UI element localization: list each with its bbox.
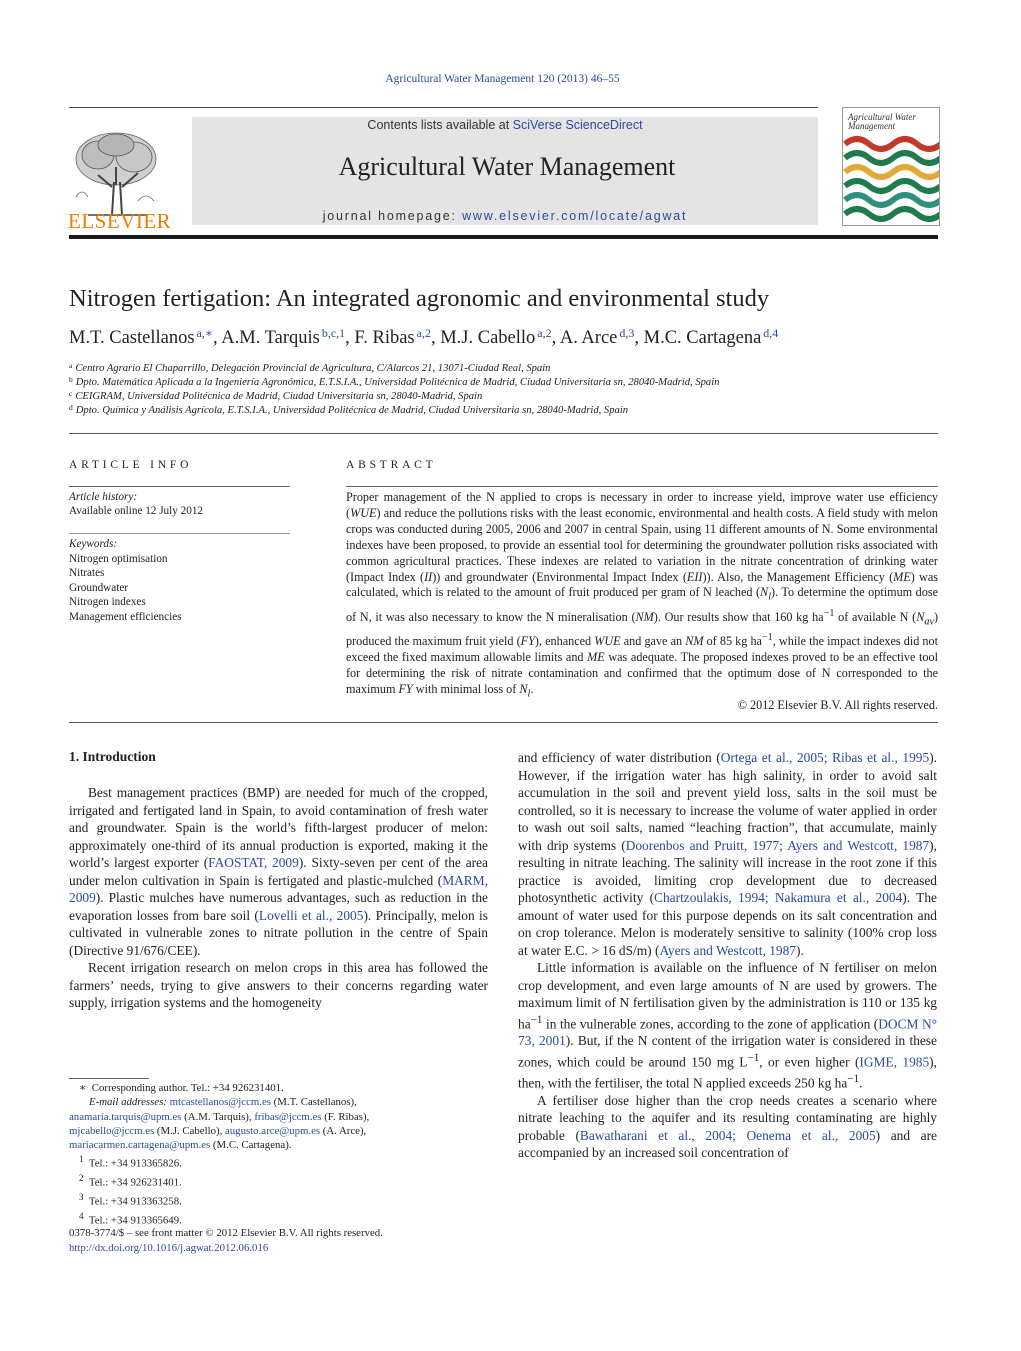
citation-link[interactable]: Chartzoulakis, 1994; Nakamura et al., 2004	[654, 890, 903, 905]
email-link[interactable]: mtcastellanos@jccm.es	[169, 1096, 271, 1109]
paragraph: Recent irrigation research on melon crops in this area has followed the farmers’ needs, trying to give answers to their concerns regarding water supply, irrigation systems and the homogeneity	[69, 960, 488, 1010]
email-link[interactable]: fribas@jccm.es	[254, 1110, 322, 1123]
author-affil-mark[interactable]: a,2	[537, 326, 552, 340]
author-name[interactable]: M.J. Cabello	[440, 328, 536, 348]
affiliation-text: Centro Agrario El Chaparrillo, Delegación Provincial de Agricultura, C/Alarcos 21, 13071-Ciudad Real, Spain	[75, 363, 551, 374]
body-column-right	[518, 749, 937, 1162]
author-name[interactable]: M.T. Castellanos	[69, 328, 195, 348]
affiliation-key: c	[69, 389, 73, 398]
footnote-divider	[69, 1078, 149, 1079]
footnote-tel: Tel.: +34 926231401.	[88, 1176, 182, 1189]
email-link[interactable]: mariacarmen.cartagena@upm.es	[69, 1139, 211, 1152]
author-affil-mark[interactable]: d,4	[763, 326, 779, 340]
divider	[69, 722, 938, 723]
paragraph: Little information is available on the influence of N fertiliser on melon crop development, and even large amounts of N are used by growers. The maximum limit of N fertilisation given by the administration is 110 or 135 kg $ha^{-1}$ in the vulnerable zones, according to the zone of application (DOCM N° 73, 2001). But, if the N content of the irrigation water is considered in these zones, which could be around 150 mg $L^{-1}$, or even higher (IGME, 1985), then, with the fertiliser, the total N applied exceeds 250 kg $ha^{-1}$.	[518, 960, 937, 1091]
header-divider	[69, 107, 818, 108]
affiliation-d	[69, 403, 628, 416]
author-affil-mark[interactable]: b,c,1	[321, 326, 346, 340]
contents-prefix: Contents lists available at	[367, 118, 513, 132]
affiliation-key: d	[69, 403, 73, 412]
keyword[interactable]: Nitrates	[69, 567, 105, 580]
keyword[interactable]: Nitrogen optimisation	[69, 553, 168, 565]
doi-link[interactable]: http://dx.doi.org/10.1016/j.agwat.2012.06.016	[69, 1242, 269, 1254]
affiliation-text: CEIGRAM, Universidad Politécnica de Madrid, Ciudad Universitaria sn, 28040-Madrid, Spain	[75, 391, 483, 402]
article-title: Nitrogen fertigation: An integrated agronomic and environmental study	[69, 285, 770, 312]
paragraph: Best management practices (BMP) are needed for much of the cropped, irrigated and fertigated land in Spain, to avoid contamination of fresh water and groundwater. Spain is the world’s fifth-largest producer of melon: approximately one-third of its annual production is exported, making it the world’s largest exporter (FAOSTAT, 2009). Sixty-seven per cent of the area under melon cultivation in Spain is fertigated and plastic-mulched (MARM, 2009). Plastic mulches have numerous advantages, such as reduction in the evaporation losses from bare soil (Lovelli et al., 2005). Principally, melon is cultivated in vulnerable zones to nitrate pollution in the centre of Spain (Directive 91/676/CEE).	[69, 785, 488, 958]
citation-link[interactable]: DOCM N° 73, 2001	[518, 1015, 937, 1049]
affiliation-c	[69, 389, 482, 402]
affiliation-b	[69, 375, 719, 388]
footnote-corresponding: Corresponding author. Tel.: +34 926231401.	[91, 1082, 284, 1094]
affiliation-text: Dpto. Matemática Aplicada a la Ingeniería Agronómica, E.T.S.I.A., Universidad Politécnica de Madrid, Ciudad Universitaria sn, 28040-Madrid, Spain	[75, 377, 720, 388]
author-name[interactable]: M.C. Cartagena	[643, 328, 762, 348]
divider	[346, 486, 938, 487]
contents-line	[192, 118, 818, 132]
cover-title: Agricultural Water Management	[848, 112, 916, 131]
header-rule-thick	[69, 235, 938, 239]
paragraph: and efficiency of water distribution (Ortega et al., 2005; Ribas et al., 1995). However, if the irrigation water has high salinity, in order to avoid salt accumulation in the soil and prevent yield loss, salts in the soil must be controlled, so it is necessary to increase the volume of water applied in order to wash out soil salts, named “leaching fraction”, that accumulate, mainly with drip systems (Doorenbos and Pruitt, 1977; Ayers and Westcott, 1987), resulting in nitrate leaching. The salinity will increase in the root zone if this practice is avoided, limiting crop development due to decreased photosynthetic activity (Chartzoulakis, 1994; Nakamura et al., 2004). The amount of water used for this purpose depends on its salt concentration and on crop tolerance. Melon is moderately sensitive to salinity (100% crop loss at water E.C. > 16 dS/m) (Ayers and Westcott, 1987).	[518, 750, 937, 958]
elsevier-wordmark: ELSEVIER	[68, 209, 172, 233]
keyword[interactable]: Groundwater	[69, 581, 129, 594]
homepage-prefix: journal homepage:	[322, 209, 463, 223]
section-heading-introduction: 1. Introduction	[69, 749, 156, 764]
sciencedirect-link[interactable]: SciVerse ScienceDirect	[512, 118, 643, 132]
history-label: Article history:	[69, 491, 138, 503]
citation-link[interactable]: IGME, 1985	[859, 1054, 930, 1070]
affiliation-text: Dpto. Química y Análisis Agrícola, E.T.S.I.A., Universidad Politécnica de Madrid, Ciudad Universitaria sn, 28040-Madrid, Spain	[75, 405, 629, 416]
footnote-tel: Tel.: +34 913363258.	[88, 1195, 182, 1208]
affiliation-key: a	[69, 361, 73, 370]
author-affil-mark[interactable]: a,2	[416, 326, 431, 340]
citation-link[interactable]: Doorenbos and Pruitt, 1977; Ayers and Westcott, 1987	[625, 837, 930, 853]
history-value: Available online 12 July 2012	[69, 505, 204, 517]
citation-link[interactable]: Ayers and Westcott, 1987	[659, 942, 796, 958]
keyword[interactable]: Nitrogen indexes	[69, 596, 146, 609]
divider	[69, 433, 938, 434]
cover-pattern-icon	[843, 134, 939, 225]
affiliation-key: b	[69, 375, 73, 384]
keyword-list	[69, 552, 182, 624]
keyword[interactable]: Management efficiencies	[69, 610, 182, 623]
author-affil-mark[interactable]: a,∗	[196, 326, 214, 340]
email-link[interactable]: mjcabello@jccm.es	[69, 1124, 155, 1137]
journal-reference[interactable]: Agricultural Water Management 120 (2013) 46–55	[385, 73, 620, 85]
footnote-tel: Tel.: +34 913365826.	[88, 1158, 182, 1171]
citation-link[interactable]: Lovelli et al., 2005	[258, 907, 364, 923]
divider	[69, 486, 290, 487]
copyright-notice: © 2012 Elsevier B.V. All rights reserved.	[737, 698, 938, 712]
citation-link[interactable]: Ortega et al., 2005; Ribas et al., 1995	[720, 750, 930, 765]
abstract-heading: ABSTRACT	[346, 459, 437, 471]
author-list: M.T. Castellanos $^{a,∗}$, A.M. Tarquis $^{b,c,1}$, F. Ribas $^{a,2}$, M.J. Cabello $^{a,2}$, A. Arce $^{d,3}$, M.C. Cartagena $^{d,4}$	[69, 326, 779, 348]
footnote-tel: Tel.: +34 913365649.	[88, 1214, 182, 1227]
homepage-link[interactable]: www.elsevier.com/locate/agwat	[462, 209, 688, 223]
author-name[interactable]: A. Arce	[559, 328, 618, 348]
author-name[interactable]: F. Ribas	[354, 328, 415, 348]
front-matter	[69, 1226, 489, 1256]
abstract-text: Proper management of the N applied to crops is necessary in order to increase yield, improve water use efficiency (WUE) and reduce the pollutions risks with the least economic, environmental and health costs. A field study with melon crops was conducted during 2005, 2006 and 2007 in central Spain, using 11 different amounts of N. Some environmental indexes have been proposed, to provide an essential tool for determining the groundwater pollution risks associated with common agricultural practices. These indexes are related to variation in the nitrate concentration of drinking water (Impact Index (II)) and groundwater (Environmental Impact Index (EII)). Also, the Management Efficiency (ME) was calculated, which is related to the amount of fruit produced per gram of N leached $(N_l)$. To determine the optimum dose of N, it was also necessary to know the N mineralisation (NM). Our results show that 160 kg $ha^{-1}$ of available N $(N_{av})$ produced the maximum fruit yield (FY), enhanced WUE and gave an NM of 85 kg $ha^{-1}$, while the impact indexes did not exceed the fixed maximum allowable limits and ME was adequate. The proposed indexes proved to be an effective tool for determining the risk of nitrate contamination and confirmed that the optimum dose of N corresponded to the maximum FY with minimal loss of $N_l$.	[346, 490, 939, 700]
email-link[interactable]: anamaria.tarquis@upm.es	[69, 1110, 182, 1123]
journal-cover-thumbnail[interactable]	[842, 107, 940, 226]
author-affil-mark[interactable]: d,3	[619, 326, 635, 340]
citation-link[interactable]: FAOSTAT, 2009	[208, 855, 299, 870]
homepage-line	[192, 209, 818, 223]
body-column-left	[69, 784, 488, 1012]
footnotes: ∗ Corresponding author. Tel.: +34 926231401. E-mail addresses: mtcastellanos@jccm.es (M.T. Castellanos), anamaria.tarquis@upm.es (A.M. Tarquis), fribas@jccm.es (F. Ribas), mjcabello@jccm.es (M.J. Cabello), augusto.arce@upm.es (A. Arce), mariacarmen.cartagena@upm.es (M.C. Cartagena). $^1$ Tel.: +34 913365826. $^2$ Tel.: +34 926231401. $^3$ Tel.: +34 913363258. $^4$ Tel.: +34 913365649.	[69, 1082, 370, 1227]
article-info-heading: ARTICLE INFO	[69, 459, 193, 471]
affiliation-a	[69, 361, 550, 374]
journal-title: Agricultural Water Management	[338, 152, 676, 181]
citation-link[interactable]: MARM, 2009	[69, 872, 488, 905]
paragraph: A fertiliser dose higher than the crop needs creates a scenario where nitrate leaching to the aquifer and its resulting contaminating are highly probable (Bawatharani et al., 2004; Oenema et al., 2005) and are accompanied by an increased soil concentration of	[518, 1092, 937, 1161]
keywords-label: Keywords:	[69, 538, 118, 550]
author-name[interactable]: A.M. Tarquis	[221, 328, 320, 348]
email-label: E-mail addresses:	[89, 1096, 167, 1109]
citation-link[interactable]: Bawatharani et al., 2004; Oenema et al., 2005	[579, 1127, 876, 1143]
email-link[interactable]: augusto.arce@upm.es	[224, 1124, 321, 1137]
issn-line: 0378-3774/$ – see front matter © 2012 Elsevier B.V. All rights reserved.	[69, 1227, 383, 1239]
divider	[69, 533, 290, 534]
